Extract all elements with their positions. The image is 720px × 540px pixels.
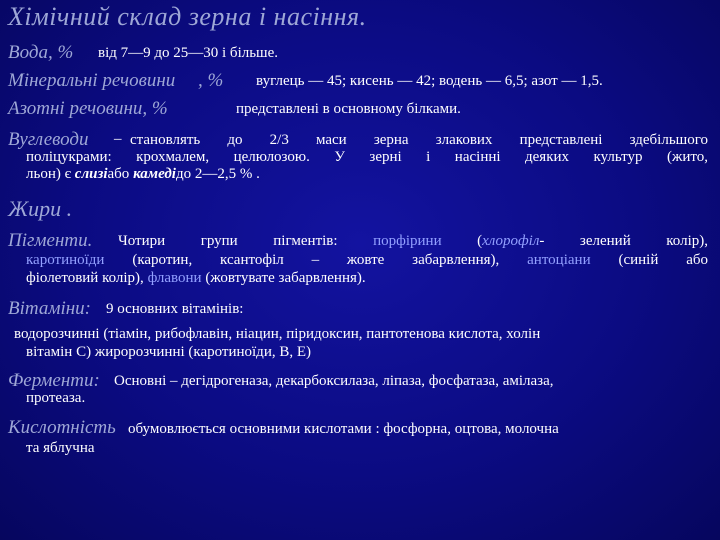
chlorophyll-term: хлорофіл [482, 233, 540, 249]
enzymes-line-2: протеаза. [26, 390, 86, 406]
vitamins-heading: Вітаміни: [8, 298, 91, 319]
acidity-line-1: обумовлюється основними кислотами : фосфорна, оцтова, молочна [128, 421, 559, 437]
pigments-l1-b: ( [441, 233, 483, 249]
vitamins-line-2: вітамін С) жиророзчинні (каротиноїди, В, Е) [26, 344, 312, 360]
carbs-line-3-a: льон) є [26, 166, 75, 182]
pigments-l1-c: - зелений колір), [539, 233, 708, 249]
minerals-unit: , % [198, 70, 224, 91]
carbs-line-3-c: до 2—2,5 % . [175, 166, 260, 182]
porphyrins-term: порфірини [373, 233, 442, 249]
pigments-line-1 [118, 233, 708, 250]
pigments-line-3 [26, 270, 708, 287]
pigments-l3-a: фіолетовий колір), [26, 270, 148, 286]
flavones-term: флавони [147, 270, 202, 286]
water-heading: Вода, % [8, 42, 74, 63]
carbs-heading: Вуглеводи [8, 129, 89, 150]
slime-term: слизі [74, 166, 108, 182]
pigments-l2-a: (каротин, ксантофіл – жовте забарвлення), [104, 252, 528, 268]
pigments-line-2 [26, 252, 708, 269]
carbs-dash: – [114, 131, 122, 147]
slide-title: Хімічний склад зерна і насіння. [8, 2, 367, 31]
gum-term: камеді [133, 166, 176, 182]
vitamins-line-1: водорозчинні (тіамін, рибофлавін, ніацин, піридоксин, пантотенова кислота, холін [14, 326, 541, 342]
fats-heading: Жири . [8, 196, 73, 221]
nitrogen-heading: Азотні речовини, % [8, 98, 168, 119]
carbs-line-3 [26, 166, 708, 183]
pigments-l1-a: Чотири групи пігментів: [118, 233, 374, 249]
pigments-heading: Пігменти. [8, 230, 93, 251]
vitamins-text: 9 основних вітамінів: [106, 301, 244, 317]
enzymes-line-1: Основні – дегідрогеназа, декарбоксилаза, ліпаза, фосфатаза, амілаза, [114, 373, 554, 389]
acidity-heading: Кислотність [8, 417, 116, 438]
carbs-line-2: поліцукрами: крохмалем, целюлозою. У зерні і насінні деяких культур (жито, [26, 149, 708, 165]
acidity-line-2: та яблучна [26, 440, 95, 456]
carbs-line-3-b: або [107, 166, 134, 182]
pigments-l3-b: (жовтувате забарвлення). [201, 270, 366, 286]
water-text: від 7—9 до 25—30 і більше. [98, 45, 279, 61]
nitrogen-text: представлені в основному білками. [236, 101, 461, 117]
carbs-line-1: становлять до 2/3 маси зерна злакових представлені здебільшого [130, 132, 708, 148]
anthocyanins-term: антоціани [527, 252, 591, 268]
minerals-text: вуглець — 45; кисень — 42; водень — 6,5; азот — 1,5. [256, 73, 603, 89]
enzymes-heading: Ферменти: [8, 370, 100, 391]
pigments-l2-b: (синій або [590, 252, 708, 268]
minerals-heading: Мінеральні речовини [8, 70, 176, 91]
carotenoids-term: каротиноїди [26, 252, 105, 268]
